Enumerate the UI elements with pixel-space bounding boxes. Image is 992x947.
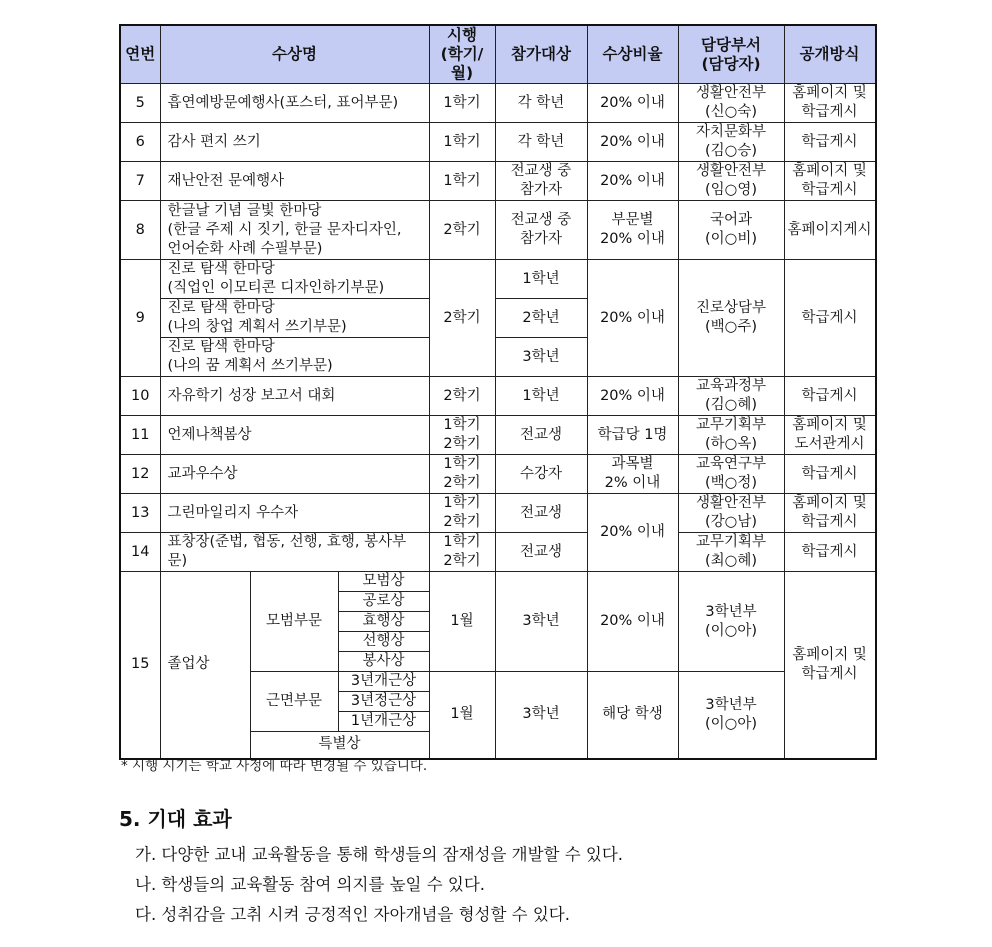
award-dept: 생활안전부 (임○영): [678, 162, 784, 201]
award-subitem: 모범상: [338, 572, 429, 592]
row-no: 8: [120, 201, 160, 260]
award-dept: 교육과정부 (김○혜): [678, 377, 784, 416]
award-subitem: 1년개근상: [338, 712, 429, 732]
award-ratio: 20% 이내: [587, 494, 678, 572]
award-special: 특별상: [250, 732, 429, 759]
row-no: 12: [120, 455, 160, 494]
award-target: 2학년: [495, 299, 587, 338]
award-period: 1학기 2학기: [429, 416, 495, 455]
award-publish: 학급게시: [784, 455, 876, 494]
col-header-period: 시행 (학기/월): [429, 25, 495, 84]
award-dept: 자치문화부 (김○승): [678, 123, 784, 162]
award-name: 표창장(준법, 협동, 선행, 효행, 봉사부문): [160, 533, 429, 572]
award-ratio: 20% 이내: [587, 260, 678, 377]
col-header-publish: 공개방식: [784, 25, 876, 84]
award-target: 각 학년: [495, 84, 587, 123]
table-row: [120, 416, 876, 455]
table-row: [120, 84, 876, 123]
award-publish: 홈페이지 및 도서관게시: [784, 416, 876, 455]
list-item: 가. 다양한 교내 교육활동을 통해 학생들의 잠재성을 개발할 수 있다.: [135, 845, 624, 864]
award-period: 1학기: [429, 123, 495, 162]
award-dept: 교육연구부 (백○정): [678, 455, 784, 494]
table-row: [120, 162, 876, 201]
list-item: 다. 성취감을 고취 시켜 긍정적인 자아개념을 형성할 수 있다.: [135, 905, 570, 924]
award-ratio: 20% 이내: [587, 162, 678, 201]
award-dept: 3학년부 (이○아): [678, 572, 784, 672]
table-row: [120, 533, 876, 572]
table-row: [120, 455, 876, 494]
row-no: 14: [120, 533, 160, 572]
row-no: 11: [120, 416, 160, 455]
award-name: 감사 편지 쓰기: [160, 123, 429, 162]
award-period: 1학기: [429, 84, 495, 123]
award-period: 1학기: [429, 162, 495, 201]
table-footnote: * 시행 시기는 학교 사정에 따라 변경될 수 있습니다.: [121, 758, 428, 774]
award-ratio: 부문별 20% 이내: [587, 201, 678, 260]
table-header-row: [120, 25, 876, 84]
award-name: 교과우수상: [160, 455, 429, 494]
award-name: 재난안전 문예행사: [160, 162, 429, 201]
award-target: 1학년: [495, 260, 587, 299]
award-dept: 교무기획부 (하○옥): [678, 416, 784, 455]
col-header-name: 수상명: [160, 25, 429, 84]
award-category: 근면부문: [250, 672, 338, 732]
award-period: 2학기: [429, 201, 495, 260]
award-name: 언제나책봄상: [160, 416, 429, 455]
award-ratio: 20% 이내: [587, 123, 678, 162]
table-row: [120, 123, 876, 162]
award-publish: 홈페이지 및 학급게시: [784, 84, 876, 123]
award-name: 흡연예방문예행사(포스터, 표어부문): [160, 84, 429, 123]
award-target: 1학년: [495, 377, 587, 416]
award-publish: 홈페이지 및 학급게시: [784, 572, 876, 759]
row-no: 10: [120, 377, 160, 416]
award-target: 각 학년: [495, 123, 587, 162]
table-row: [120, 572, 876, 592]
award-target: 전교생: [495, 416, 587, 455]
award-subitem: 3년정근상: [338, 692, 429, 712]
award-name: 졸업상: [160, 572, 250, 759]
award-period: 1학기 2학기: [429, 494, 495, 533]
award-target: 전교생: [495, 533, 587, 572]
award-dept: 교무기획부 (최○혜): [678, 533, 784, 572]
list-item: 나. 학생들의 교육활동 참여 의지를 높일 수 있다.: [135, 875, 486, 894]
award-period: 2학기: [429, 377, 495, 416]
award-name: 그린마일리지 우수자: [160, 494, 429, 533]
award-subitem: 3년개근상: [338, 672, 429, 692]
award-name: 진로 탐색 한마당 (나의 창업 계획서 쓰기부문): [160, 299, 429, 338]
award-name: 자유학기 성장 보고서 대회: [160, 377, 429, 416]
award-publish: 학급게시: [784, 260, 876, 377]
col-header-target: 참가대상: [495, 25, 587, 84]
table-row: [120, 494, 876, 533]
award-dept: 진로상담부 (백○주): [678, 260, 784, 377]
award-target: 수강자: [495, 455, 587, 494]
row-no: 15: [120, 572, 160, 759]
award-ratio: 20% 이내: [587, 84, 678, 123]
row-no: 7: [120, 162, 160, 201]
col-header-no: 연번: [120, 25, 160, 84]
award-period: 1학기 2학기: [429, 533, 495, 572]
award-name: 한글날 기념 글빛 한마당 (한글 주제 시 짓기, 한글 문자디자인, 언어순화 사례 수필부문): [160, 201, 429, 260]
award-ratio: 20% 이내: [587, 377, 678, 416]
award-subitem: 봉사상: [338, 652, 429, 672]
row-no: 13: [120, 494, 160, 533]
award-subitem: 선행상: [338, 632, 429, 652]
awards-table: [119, 24, 877, 760]
award-ratio: 해당 학생: [587, 672, 678, 759]
award-publish: 학급게시: [784, 377, 876, 416]
row-no: 6: [120, 123, 160, 162]
award-period: 1월: [429, 672, 495, 759]
award-publish: 학급게시: [784, 123, 876, 162]
award-period: 1학기 2학기: [429, 455, 495, 494]
award-dept: 생활안전부 (강○남): [678, 494, 784, 533]
award-target: 전교생 중 참가자: [495, 162, 587, 201]
col-header-ratio: 수상비율: [587, 25, 678, 84]
award-subitem: 효행상: [338, 612, 429, 632]
award-publish: 학급게시: [784, 533, 876, 572]
award-target: 3학년: [495, 572, 587, 672]
award-subitem: 공로상: [338, 592, 429, 612]
award-target: 3학년: [495, 672, 587, 759]
award-ratio: 과목별 2% 이내: [587, 455, 678, 494]
table-row: [120, 260, 876, 299]
award-target: 전교생 중 참가자: [495, 201, 587, 260]
col-header-dept: 담당부서 (담당자): [678, 25, 784, 84]
award-target: 3학년: [495, 338, 587, 377]
award-name: 진로 탐색 한마당 (직업인 이모티콘 디자인하기부문): [160, 260, 429, 299]
award-dept: 3학년부 (이○아): [678, 672, 784, 759]
award-category: 모범부문: [250, 572, 338, 672]
award-target: 전교생: [495, 494, 587, 533]
award-period: 1월: [429, 572, 495, 672]
table-row: [120, 377, 876, 416]
award-publish: 홈페이지게시: [784, 201, 876, 260]
table-row: [120, 201, 876, 260]
award-publish: 홈페이지 및 학급게시: [784, 494, 876, 533]
award-ratio: 20% 이내: [587, 572, 678, 672]
award-publish: 홈페이지 및 학급게시: [784, 162, 876, 201]
row-no: 5: [120, 84, 160, 123]
award-ratio: 학급당 1명: [587, 416, 678, 455]
row-no: 9: [120, 260, 160, 377]
section-title: 5. 기대 효과: [119, 807, 232, 831]
award-name: 진로 탐색 한마당 (나의 꿈 계획서 쓰기부문): [160, 338, 429, 377]
award-dept: 국어과 (이○비): [678, 201, 784, 260]
award-dept: 생활안전부 (신○숙): [678, 84, 784, 123]
award-period: 2학기: [429, 260, 495, 377]
